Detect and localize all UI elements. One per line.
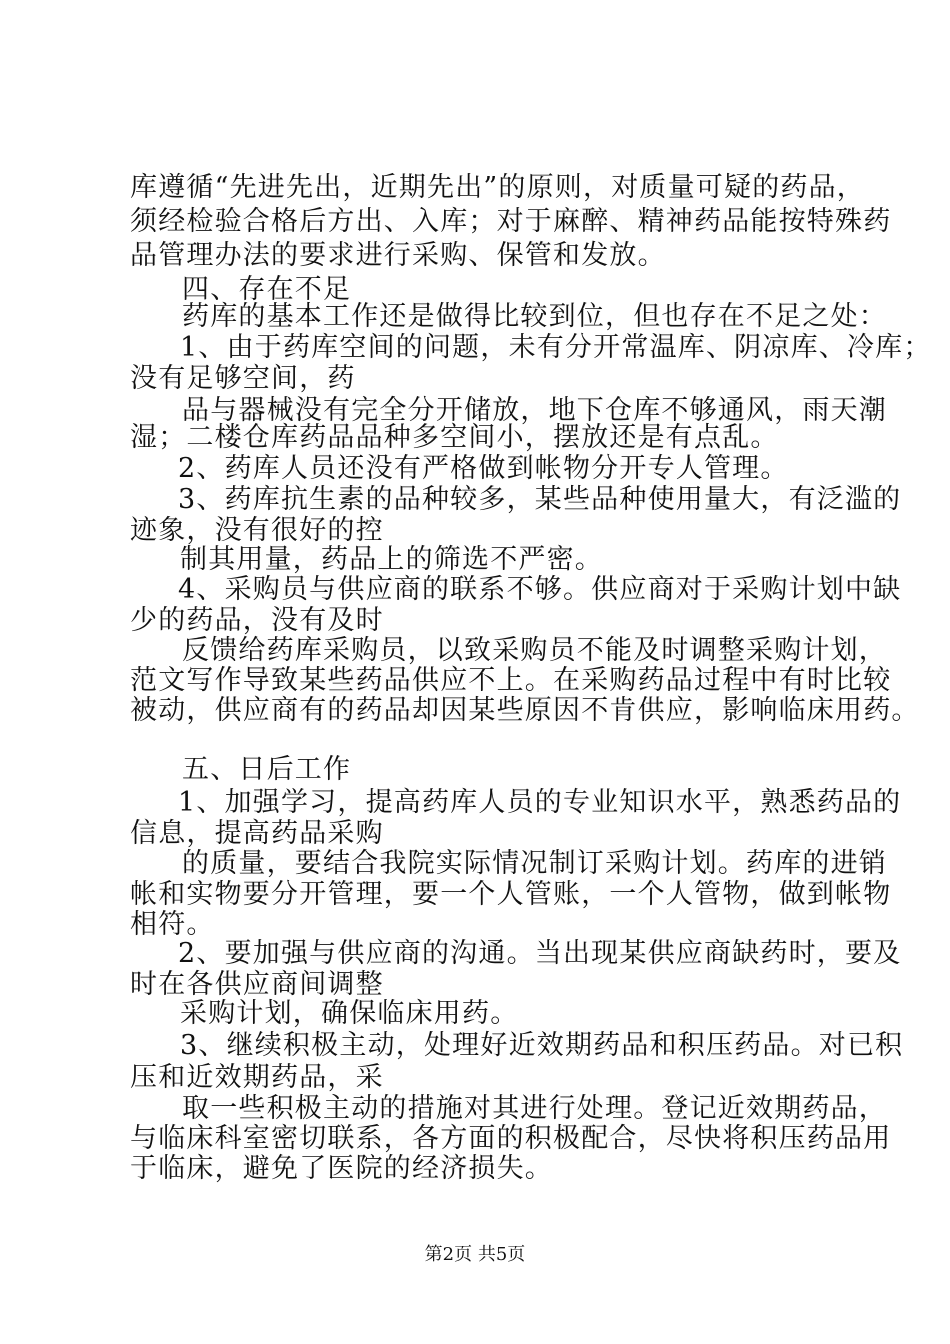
- text-line: 没有足够空间，药: [130, 363, 356, 394]
- text-line: 被动，供应商有的药品却因某些原因不肯供应，影响临床用药。: [130, 695, 920, 726]
- section-heading: 四、存在不足: [182, 274, 352, 305]
- text-line: 1、加强学习，提高药库人员的专业知识水平，熟悉药品的: [178, 787, 902, 818]
- text-line: 范文写作导致某些药品供应不上。在采购药品过程中有时比较: [130, 665, 892, 696]
- text-line: 品与器械没有完全分开储放，地下仓库不够通风，雨天潮: [182, 395, 887, 426]
- text-line: 于临床，避免了医院的经济损失。: [130, 1153, 553, 1184]
- text-line: 药库的基本工作还是做得比较到位，但也存在不足之处：: [182, 301, 887, 332]
- text-line: 的质量，要结合我院实际情况制订采购计划。药库的进销: [182, 848, 887, 879]
- text-line: 采购计划，确保临床用药。: [180, 998, 519, 1029]
- text-line: 相符。: [130, 909, 215, 940]
- text-line: 压和近效期药品，采: [130, 1062, 384, 1093]
- page-footer: 第2页 共5页: [424, 1244, 526, 1265]
- text-line: 少的药品，没有及时: [130, 605, 384, 636]
- text-line: 信息，提高药品采购: [130, 818, 384, 849]
- text-line: 制其用量，药品上的筛选不严密。: [180, 544, 603, 575]
- text-line: 2、药库人员还没有严格做到帐物分开专人管理。: [178, 453, 789, 484]
- text-line: 库遵循“先进先出，近期先出”的原则，对质量可疑的药品，: [130, 172, 866, 203]
- text-line: 取一些积极主动的措施对其进行处理。登记近效期药品，: [182, 1093, 887, 1124]
- text-line: 湿；二楼仓库药品品种多空间小，摆放还是有点乱。: [130, 422, 779, 453]
- text-line: 帐和实物要分开管理，要一个人管账，一个人管物，做到帐物: [130, 879, 892, 910]
- text-line: 2、要加强与供应商的沟通。当出现某供应商缺药时，要及: [178, 938, 902, 969]
- text-line: 品管理办法的要求进行采购、保管和发放。: [130, 240, 666, 271]
- section-heading: 五、日后工作: [182, 754, 352, 785]
- text-line: 反馈给药库采购员，以致采购员不能及时调整采购计划，: [182, 635, 887, 666]
- text-line: 时在各供应商间调整: [130, 969, 384, 1000]
- text-line: 迹象，没有很好的控: [130, 515, 384, 546]
- text-line: 1、由于药库空间的问题，未有分开常温库、阴凉库、冷库；: [180, 332, 932, 363]
- text-line: 与临床科室密切联系，各方面的积极配合，尽快将积压药品用: [130, 1123, 892, 1154]
- text-line: 3、继续积极主动，处理好近效期药品和积压药品。对已积: [180, 1030, 904, 1061]
- text-line: 须经检验合格后方出、入库；对于麻醉、精神药品能按特殊药: [130, 206, 892, 237]
- text-line: 3、药库抗生素的品种较多，某些品种使用量大，有泛滥的: [178, 484, 902, 515]
- text-line: 4、采购员与供应商的联系不够。供应商对于采购计划中缺: [178, 574, 902, 605]
